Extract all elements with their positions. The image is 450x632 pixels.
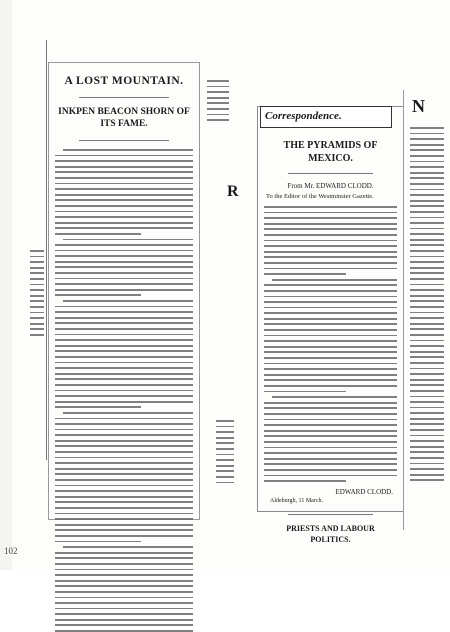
fragment-letter-r: R bbox=[227, 182, 239, 200]
letter-body bbox=[258, 206, 403, 482]
divider bbox=[79, 97, 169, 98]
letter-place-date: Aldeburgh, 11 March. bbox=[270, 497, 323, 504]
divider bbox=[288, 514, 373, 515]
next-article-heading: PRIESTS AND LABOUR POLITICS. bbox=[286, 523, 375, 544]
correspondence-header: Correspondence. bbox=[260, 106, 392, 128]
headline: A LOST MOUNTAIN. bbox=[64, 75, 184, 87]
letter-author: From Mr. EDWARD CLODD. bbox=[287, 182, 374, 190]
clipping-pyramids-of-mexico bbox=[257, 106, 404, 544]
letter-signature: EDWARD CLODD. bbox=[335, 487, 393, 496]
letter-addressee: To the Editor of the Westminster Gazette. bbox=[266, 193, 374, 200]
middle-fragment-lower bbox=[210, 420, 240, 510]
middle-fragment bbox=[201, 80, 239, 310]
right-fragment bbox=[403, 90, 450, 530]
fragment-letter-n: N bbox=[412, 96, 425, 116]
strip-text-lines bbox=[30, 250, 44, 340]
scan-edge bbox=[0, 0, 12, 570]
divider bbox=[79, 140, 169, 141]
subheadline: INKPEN BEACON SHORN OF ITS FAME. bbox=[58, 107, 190, 129]
letter-title: THE PYRAMIDS OF MEXICO. bbox=[283, 140, 378, 164]
page-number: 102 bbox=[4, 546, 18, 556]
clipping-lost-mountain bbox=[48, 62, 200, 520]
article-body bbox=[49, 149, 199, 632]
divider bbox=[288, 173, 373, 174]
